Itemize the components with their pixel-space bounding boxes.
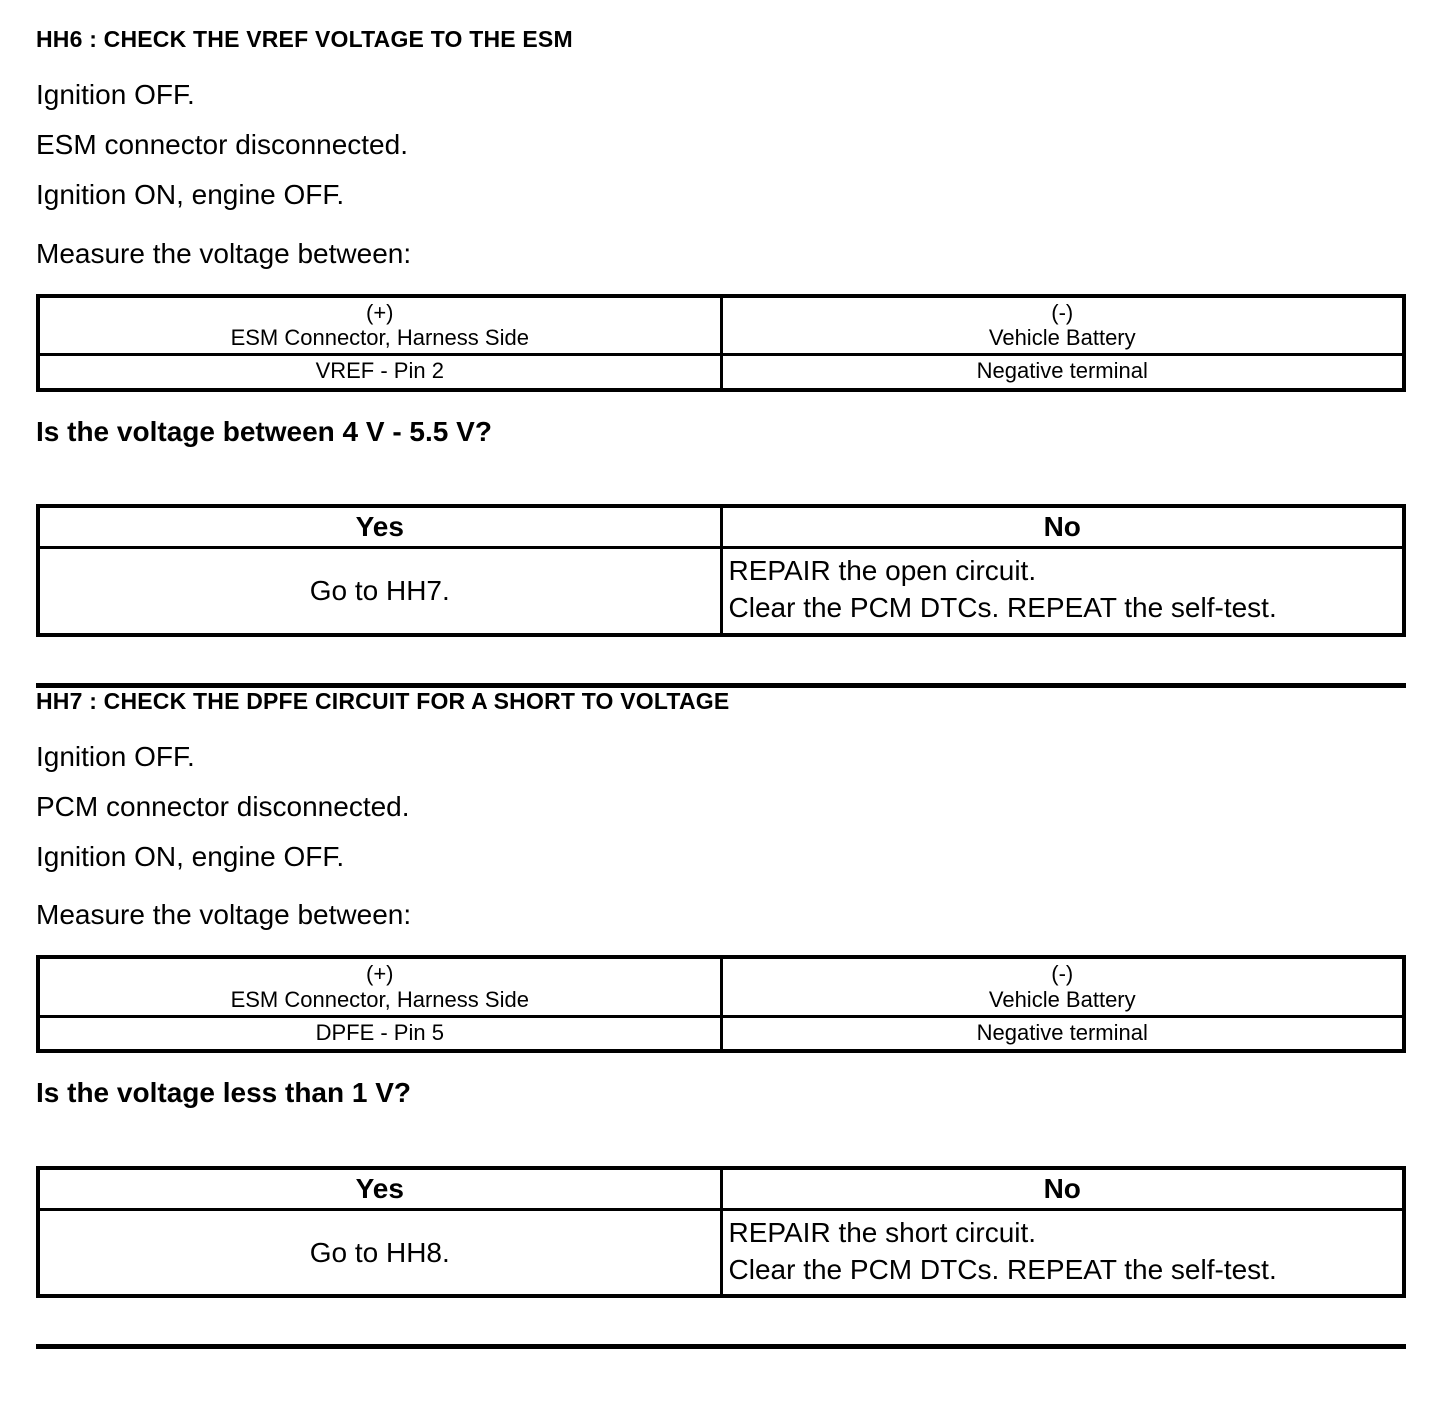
question-text: Is the voltage between 4 V - 5.5 V?: [36, 415, 492, 447]
negative-source-label: Vehicle Battery: [988, 986, 1136, 1012]
no-action: [721, 547, 1404, 634]
measure-instruction: Measure the voltage between:: [36, 899, 412, 931]
no-action: [721, 1209, 1404, 1296]
negative-symbol: (-): [1051, 299, 1074, 325]
step-text: ESM connector disconnected.: [36, 129, 408, 161]
measurement-header-row: [38, 957, 1404, 1016]
negative-source-label: Vehicle Battery: [988, 325, 1136, 351]
positive-source-label: ESM Connector, Harness Side: [230, 325, 529, 351]
section-heading-hh6: HH6 : CHECK THE VREF VOLTAGE TO THE ESM: [36, 26, 573, 52]
negative-symbol: (-): [1051, 961, 1074, 987]
measurement-value-row: [38, 355, 1404, 390]
no-action-line: Clear the PCM DTCs. REPEAT the self-test.: [728, 1253, 1277, 1285]
decision-header-row: [38, 1168, 1404, 1210]
yes-header: Yes: [38, 506, 721, 548]
section-hh7: [36, 688, 1406, 1299]
no-header: No: [721, 1168, 1404, 1210]
positive-symbol: (+): [366, 299, 394, 325]
no-action-line: Clear the PCM DTCs. REPEAT the self-test.: [728, 591, 1277, 623]
section-divider: [36, 1344, 1406, 1349]
measurement-value-row: [38, 1017, 1404, 1052]
step-text: Ignition ON, engine OFF.: [36, 841, 345, 873]
decision-table-hh7: [36, 1166, 1406, 1299]
positive-header-cell: [38, 296, 721, 355]
decision-header-row: [38, 506, 1404, 548]
yes-header: Yes: [38, 1168, 721, 1210]
measurement-table-hh7: [36, 955, 1406, 1053]
step-text: Ignition OFF.: [36, 740, 195, 772]
measure-instruction: Measure the voltage between:: [36, 237, 412, 269]
positive-measure-point: DPFE - Pin 5: [38, 1017, 721, 1052]
step-text: Ignition ON, engine OFF.: [36, 179, 345, 211]
no-header: No: [721, 506, 1404, 548]
measurement-table-hh6: [36, 294, 1406, 392]
decision-action-row: [38, 547, 1404, 634]
negative-header-cell: [721, 296, 1404, 355]
positive-header-cell: [38, 957, 721, 1016]
step-text: Ignition OFF.: [36, 79, 195, 110]
yes-action: Go to HH8.: [38, 1209, 721, 1296]
no-action-line: REPAIR the open circuit.: [728, 554, 1037, 586]
positive-symbol: (+): [366, 961, 394, 987]
decision-action-row: [38, 1209, 1404, 1296]
negative-measure-point: Negative terminal: [721, 355, 1404, 390]
decision-table-hh6: [36, 504, 1406, 637]
measurement-header-row: [38, 296, 1404, 355]
positive-measure-point: VREF - Pin 2: [38, 355, 721, 390]
positive-source-label: ESM Connector, Harness Side: [230, 986, 529, 1012]
section-hh6: [36, 26, 1406, 637]
negative-header-cell: [721, 957, 1404, 1016]
yes-action: Go to HH7.: [38, 547, 721, 634]
no-action-line: REPAIR the short circuit.: [728, 1216, 1037, 1248]
question-text: Is the voltage less than 1 V?: [36, 1077, 412, 1109]
section-heading-hh7: HH7 : CHECK THE DPFE CIRCUIT FOR A SHORT TO VOLTAGE: [36, 687, 730, 714]
step-text: PCM connector disconnected.: [36, 790, 410, 822]
negative-measure-point: Negative terminal: [721, 1017, 1404, 1052]
